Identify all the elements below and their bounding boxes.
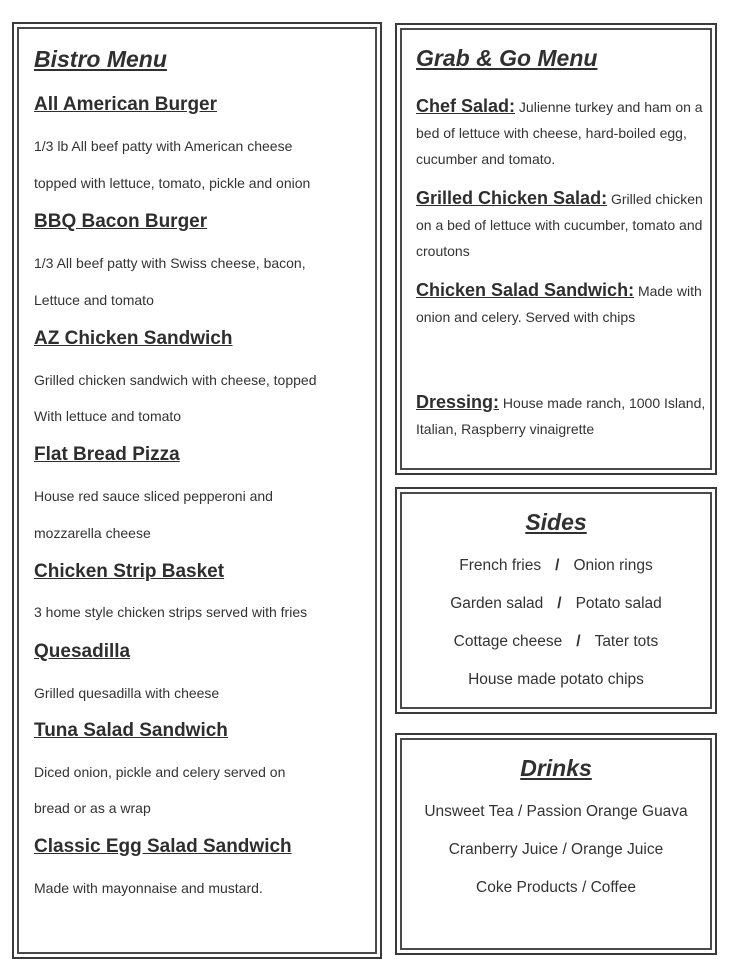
side-item: Potato salad xyxy=(575,595,662,612)
menu-item-name: Quesadilla xyxy=(34,641,131,662)
drinks-title: Drinks xyxy=(520,755,592,781)
menu-item-desc: Made with mayonnaise and mustard. xyxy=(34,880,263,896)
menu-item-desc: Lettuce and tomato xyxy=(34,292,154,308)
sides-title: Sides xyxy=(525,509,587,535)
grab-item-text: Made with onion and celery. Served with chips xyxy=(416,283,702,325)
grab-item-text: Julienne turkey and ham on a bed of lettuce with cheese, hard-boiled egg, cucumber and tomato. xyxy=(416,99,703,167)
menu-item-name: AZ Chicken Sandwich xyxy=(34,328,233,349)
side-item: Tater tots xyxy=(594,633,659,650)
menu-item-name: Flat Bread Pizza xyxy=(34,444,180,465)
grab-item xyxy=(416,277,706,330)
menu-item-desc: 1/3 lb All beef patty with American cheese xyxy=(34,138,293,154)
menu-item-desc: Grilled quesadilla with cheese xyxy=(34,685,220,701)
drinks-line: Coke Products / Coffee xyxy=(476,879,636,896)
grab-item-label: Chef Salad: xyxy=(416,96,516,116)
menu-item-name: Chicken Strip Basket xyxy=(34,561,225,582)
grab-item xyxy=(416,185,706,264)
sides-row xyxy=(397,557,715,575)
grab-item-label: Grilled Chicken Salad: xyxy=(416,188,608,208)
separator: / xyxy=(576,633,581,650)
menu-item-name: Tuna Salad Sandwich xyxy=(34,720,228,741)
drinks-line: Unsweet Tea / Passion Orange Guava xyxy=(424,803,688,820)
side-item-single: House made potato chips xyxy=(468,671,644,688)
menu-item-desc: mozzarella cheese xyxy=(34,525,151,541)
grab-item-label: Chicken Salad Sandwich: xyxy=(416,280,635,300)
menu-item-desc: Diced onion, pickle and celery served on xyxy=(34,764,286,780)
bistro-menu-panel xyxy=(12,22,382,959)
drinks-line: Cranberry Juice / Orange Juice xyxy=(448,841,664,858)
menu-item-desc: topped with lettuce, tomato, pickle and onion xyxy=(34,175,311,191)
grab-item-text: Grilled chicken on a bed of lettuce with cucumber, tomato and croutons xyxy=(416,191,703,259)
sides-row xyxy=(397,595,715,613)
sides-row xyxy=(397,633,715,651)
separator: / xyxy=(555,557,560,574)
bistro-menu-title: Bistro Menu xyxy=(34,46,167,72)
side-item: Cottage cheese xyxy=(453,633,563,650)
grab-item-text: House made ranch, 1000 Island, Italian, Raspberry vinaigrette xyxy=(416,395,706,437)
grab-item-label: Dressing: xyxy=(416,392,500,412)
drinks-panel xyxy=(395,733,717,955)
menu-item-desc: Grilled chicken sandwich with cheese, topped xyxy=(34,372,317,388)
separator: / xyxy=(557,595,562,612)
side-item: Garden salad xyxy=(450,595,544,612)
menu-item-desc: House red sauce sliced pepperoni and xyxy=(34,488,273,504)
menu-item-desc: bread or as a wrap xyxy=(34,800,151,816)
dressing-line xyxy=(416,389,706,442)
menu-item-desc: 1/3 All beef patty with Swiss cheese, bacon, xyxy=(34,255,306,271)
side-item: Onion rings xyxy=(573,557,653,574)
grab-item xyxy=(416,93,706,172)
sides-panel xyxy=(395,487,717,714)
menu-item-name: BBQ Bacon Burger xyxy=(34,211,208,232)
menu-item-desc: 3 home style chicken strips served with fries xyxy=(34,604,308,620)
menu-item-name: All American Burger xyxy=(34,94,218,115)
grab-and-go-panel xyxy=(395,23,717,475)
menu-item-name: Classic Egg Salad Sandwich xyxy=(34,836,292,857)
grab-and-go-title: Grab & Go Menu xyxy=(416,45,598,71)
side-item: French fries xyxy=(459,557,542,574)
menu-item-desc: With lettuce and tomato xyxy=(34,408,182,424)
